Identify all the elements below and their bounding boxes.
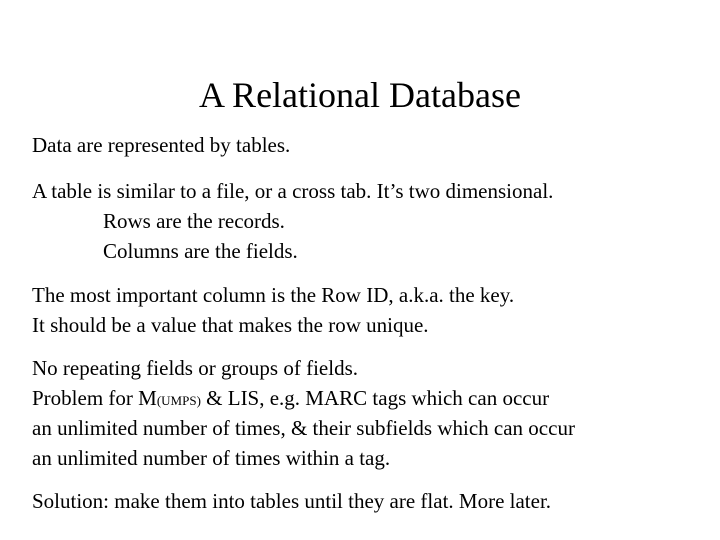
text-line: It should be a value that makes the row unique. xyxy=(32,313,429,337)
text-line-columns: Columns are the fields. xyxy=(103,239,298,263)
paragraph-solution xyxy=(32,486,551,516)
text-line-problem xyxy=(32,383,575,413)
umps-small-text: (UMPS) xyxy=(156,393,201,408)
paragraph-tables xyxy=(32,130,290,160)
problem-prefix: Problem for M xyxy=(32,386,157,410)
text-line: Data are represented by tables. xyxy=(32,133,291,157)
paragraph-repeating-fields xyxy=(32,353,575,473)
slide-title: A Relational Database xyxy=(199,75,521,115)
problem-suffix: & LIS, e.g. MARC tags which can occur xyxy=(200,386,550,410)
text-line: A table is similar to a file, or a cross tab. It’s two dimensional. xyxy=(32,179,554,203)
text-line: an unlimited number of times, & their subfields which can occur xyxy=(32,416,575,440)
paragraph-table-definition xyxy=(32,176,553,266)
text-line: The most important column is the Row ID, a.k.a. the key. xyxy=(32,283,515,307)
text-line: No repeating fields or groups of fields. xyxy=(32,356,359,380)
text-line: an unlimited number of times within a tag. xyxy=(32,446,391,470)
paragraph-row-id xyxy=(32,280,514,340)
text-line-rows: Rows are the records. xyxy=(103,209,285,233)
text-line: Solution: make them into tables until they are flat. More later. xyxy=(32,489,552,513)
